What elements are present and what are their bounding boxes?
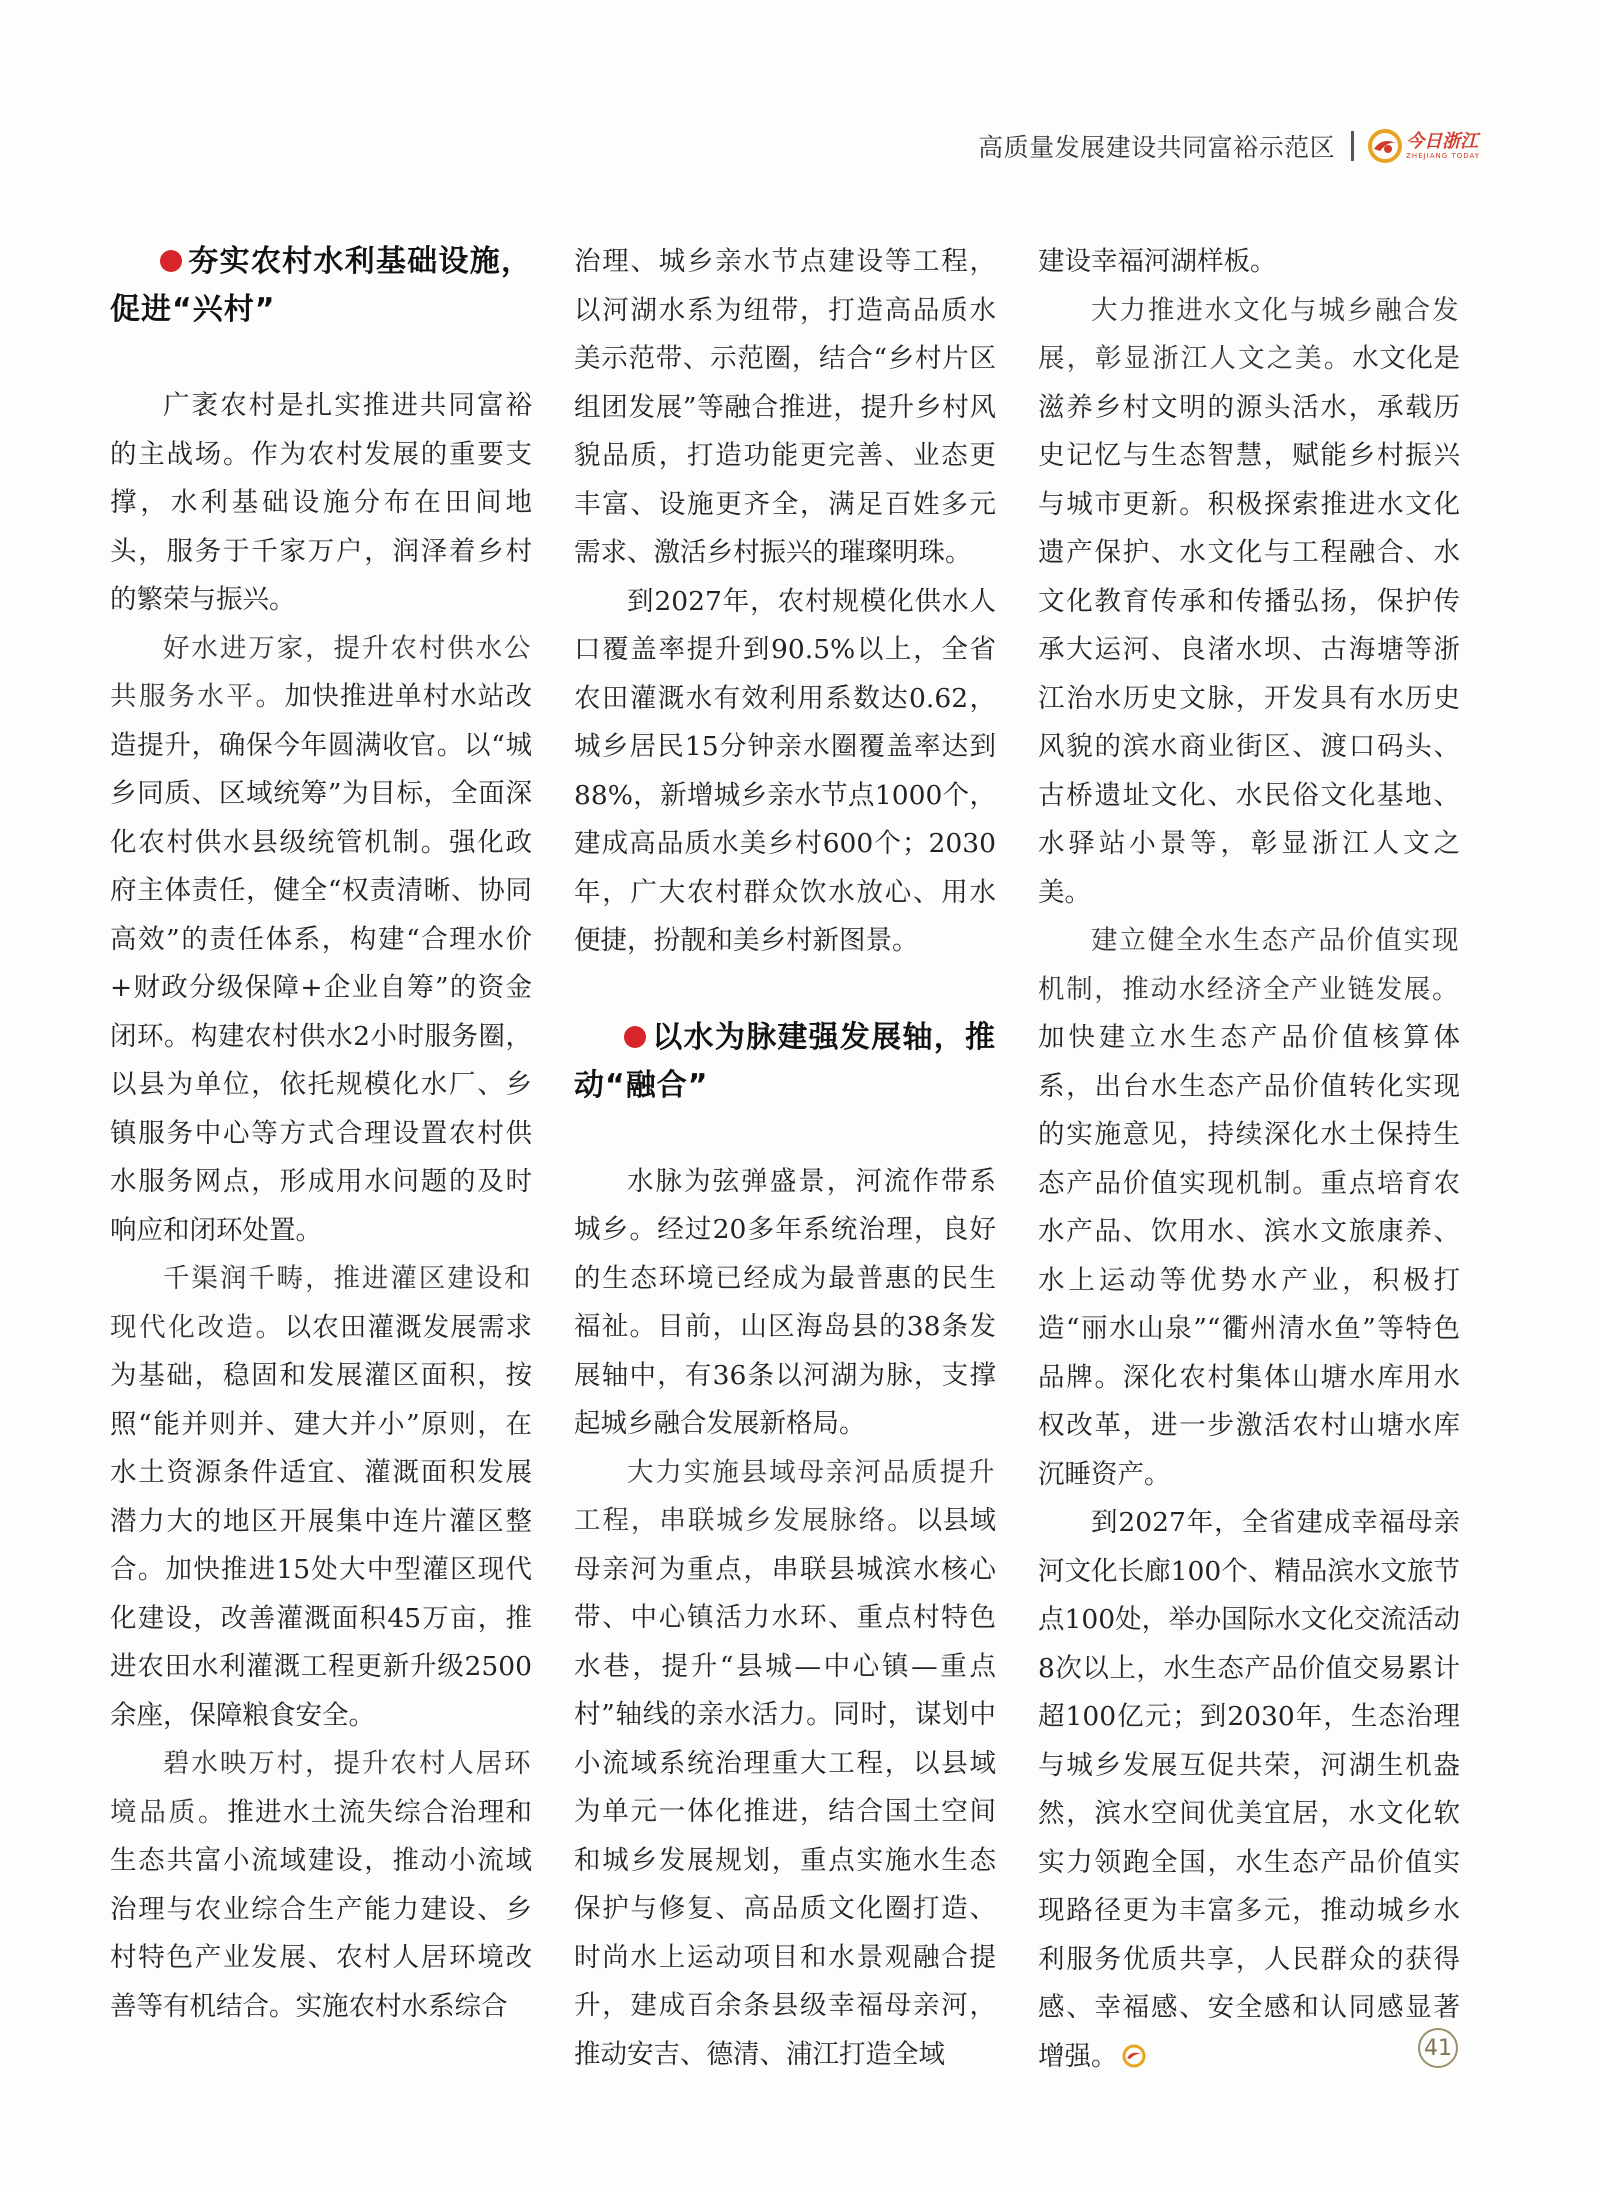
paragraph-continued: 治理、城乡亲水节点建设等工程，以河湖水系为纽带，打造高品质水美示范带、示范圈，结合“乡村片区组团发展”等融合推进，提升乡村风貌品质，打造功能更完善、业态更丰富、设施更齐全，满足百姓多元需求、激活乡村振兴的璀璨明珠。 — [574, 246, 996, 568]
paragraph: 大力实施县域母亲河品质提升工程，串联城乡发展脉络。以县域母亲河为重点，串联县城滨水核心带、中心镇活力水环、重点村特色水巷，提升“县城—中心镇—重点村”轴线的亲水活力。同时，谋划中小流域系统治理重大工程，以县域为单元一体化推进，结合国土空间和城乡发展规划，重点实施水生态保护与修复、高品质文化圈打造、时尚水上运动项目和水景观融合提升，建成百余条县级幸福母亲河，推动安吉、德清、浦江打造全域 — [574, 1456, 997, 2070]
column-2 — [574, 238, 996, 2079]
paragraph: 碧水映万村，提升农村人居环境品质。推进水土流失综合治理和生态共富小流域建设，推动小流域治理与农业综合生产能力建设、乡村特色产业发展、农村人居环境改善等有机结合。实施农村水系综合 — [110, 1748, 533, 2022]
paragraph-lead: 好水进万家，提升农村供水公共服务水平。 — [110, 632, 532, 712]
paragraph-lead: 大力推进水文化与城乡融合发展，彰显浙江人文之美。 — [1038, 294, 1460, 374]
page-number: 41 — [1418, 2028, 1458, 2068]
section-title: 高质量发展建设共同富裕示范区 — [978, 133, 1336, 162]
page-header — [960, 124, 1480, 168]
paragraph: 好水进万家，提升农村供水公共服务水平。加快推进单村水站改造提升，确保今年圆满收官。以“城乡同质、区域统筹”为目标，全面深化农村供水县级统管机制。强化政府主体责任，健全“权责清晰、协同高效”的责任体系，构建“合理水价+财政分级保障+企业自筹”的资金闭环。构建农村供水2小时服务圈，以县为单位，依托规模化水厂、乡镇服务中心等方式合理设置农村供水服务网点，形成用水问题的及时响应和闭环处置。 — [110, 632, 533, 1246]
paragraph: 到2027年，农村规模化供水人口覆盖率提升到90.5%以上，全省农田灌溉水有效利用系数达0.62，城乡居民15分钟亲水圈覆盖率达到88%，新增城乡亲水节点1000个，建成高品质水美乡村600个；2030年，广大农村群众饮水放心、用水便捷，扮靓和美乡村新图景。 — [574, 585, 996, 956]
paragraph-continued: 建设幸福河湖样板。 — [1038, 246, 1277, 277]
paragraph: 千渠润千畴，推进灌区建设和现代化改造。以农田灌溉发展需求为基础，稳固和发展灌区面积，按照“能并则并、建大并小”原则，在水土资源条件适宜、灌溉面积发展潜力大的地区开展集中连片灌区整合。加快推进15处大中型灌区现代化建设，改善灌溉面积45万亩，推进农田水利灌溉工程更新升级2500余座，保障粮食安全。 — [110, 1263, 533, 1731]
paragraph: 广袤农村是扎实推进共同富裕的主战场。作为农村发展的重要支撑，水利基础设施分布在田间地头，服务于千家万户，润泽着乡村的繁荣与振兴。 — [110, 390, 532, 615]
header-divider — [1351, 131, 1354, 161]
bullet-dot-icon — [624, 1026, 646, 1048]
paragraph-lead: 建立健全水生态产品价值实现机制，推动水经济全产业链发展。 — [1038, 925, 1460, 1005]
column-1 — [110, 238, 532, 2031]
logo-cn-text: 今日浙江 — [1406, 131, 1479, 152]
paragraph: 大力推进水文化与城乡融合发展，彰显浙江人文之美。水文化是滋养乡村文明的源头活水，承载历史记忆与生态智慧，赋能乡村振兴与城市更新。积极探索推进水文化遗产保护、水文化与工程融合、水文化教育传承和传播弘扬，保护传承大运河、良渚水坝、古海塘等浙江治水历史文脉，开发具有水历史风貌的滨水商业街区、渡口码头、古桥遗址文化、水民俗文化基地、水驿站小景等，彰显浙江人文之美。 — [1038, 294, 1461, 908]
paragraph: 建立健全水生态产品价值实现机制，推动水经济全产业链发展。加快建立水生态产品价值核算体系，出台水生态产品价值转化实现的实施意见，持续深化水土保持生态产品价值实现机制。重点培育农水产品、饮用水、滨水文旅康养、水上运动等优势水产业，积极打造“丽水山泉”“衢州清水鱼”等特色品牌。深化农村集体山塘水库用水权改革，进一步激活农村山塘水库沉睡资产。 — [1038, 925, 1460, 1490]
section2-heading: 以水为脉建强发展轴，推动“融合” — [574, 1019, 996, 1103]
bullet-dot-icon — [160, 250, 182, 272]
magazine-logo — [1368, 129, 1480, 163]
paragraph: 到2027年，全省建成幸福母亲河文化长廊100个、精品滨水文旅节点100处，举办国际水文化交流活动8次以上，水生态产品价值交易累计超100亿元；到2030年，生态治理与城乡发展互促共荣，河湖生机盎然，滨水空间优美宜居，水文化软实力领跑全国，水生态产品价值实现路径更为丰富多元，推动城乡水利服务优质共享，人民群众的获得感、幸福感、安全感和认同感显著增强。 — [1038, 1507, 1460, 2072]
end-mark-icon — [1122, 2044, 1146, 2068]
logo-en-text: ZHEJIANG TODAY — [1406, 152, 1480, 160]
section1-heading: 夯实农村水利基础设施，促进“兴村” — [110, 244, 532, 327]
column-3 — [1038, 238, 1460, 2081]
paragraph: 水脉为弦弹盛景，河流作带系城乡。经过20多年系统治理，良好的生态环境已经成为最普惠的民生福祉。目前，山区海岛县的38条发展轴中，有36条以河湖为脉，支撑起城乡融合发展新格局。 — [574, 1165, 996, 1439]
paragraph-lead: 碧水映万村，提升农村人居环境品质。 — [110, 1748, 532, 1828]
paragraph-lead: 千渠润千畴，推进灌区建设和现代化改造。 — [110, 1263, 532, 1343]
logo-swirl-icon — [1368, 129, 1402, 163]
paragraph-lead: 大力实施县域母亲河品质提升工程，串联城乡发展脉络。 — [574, 1456, 996, 1536]
